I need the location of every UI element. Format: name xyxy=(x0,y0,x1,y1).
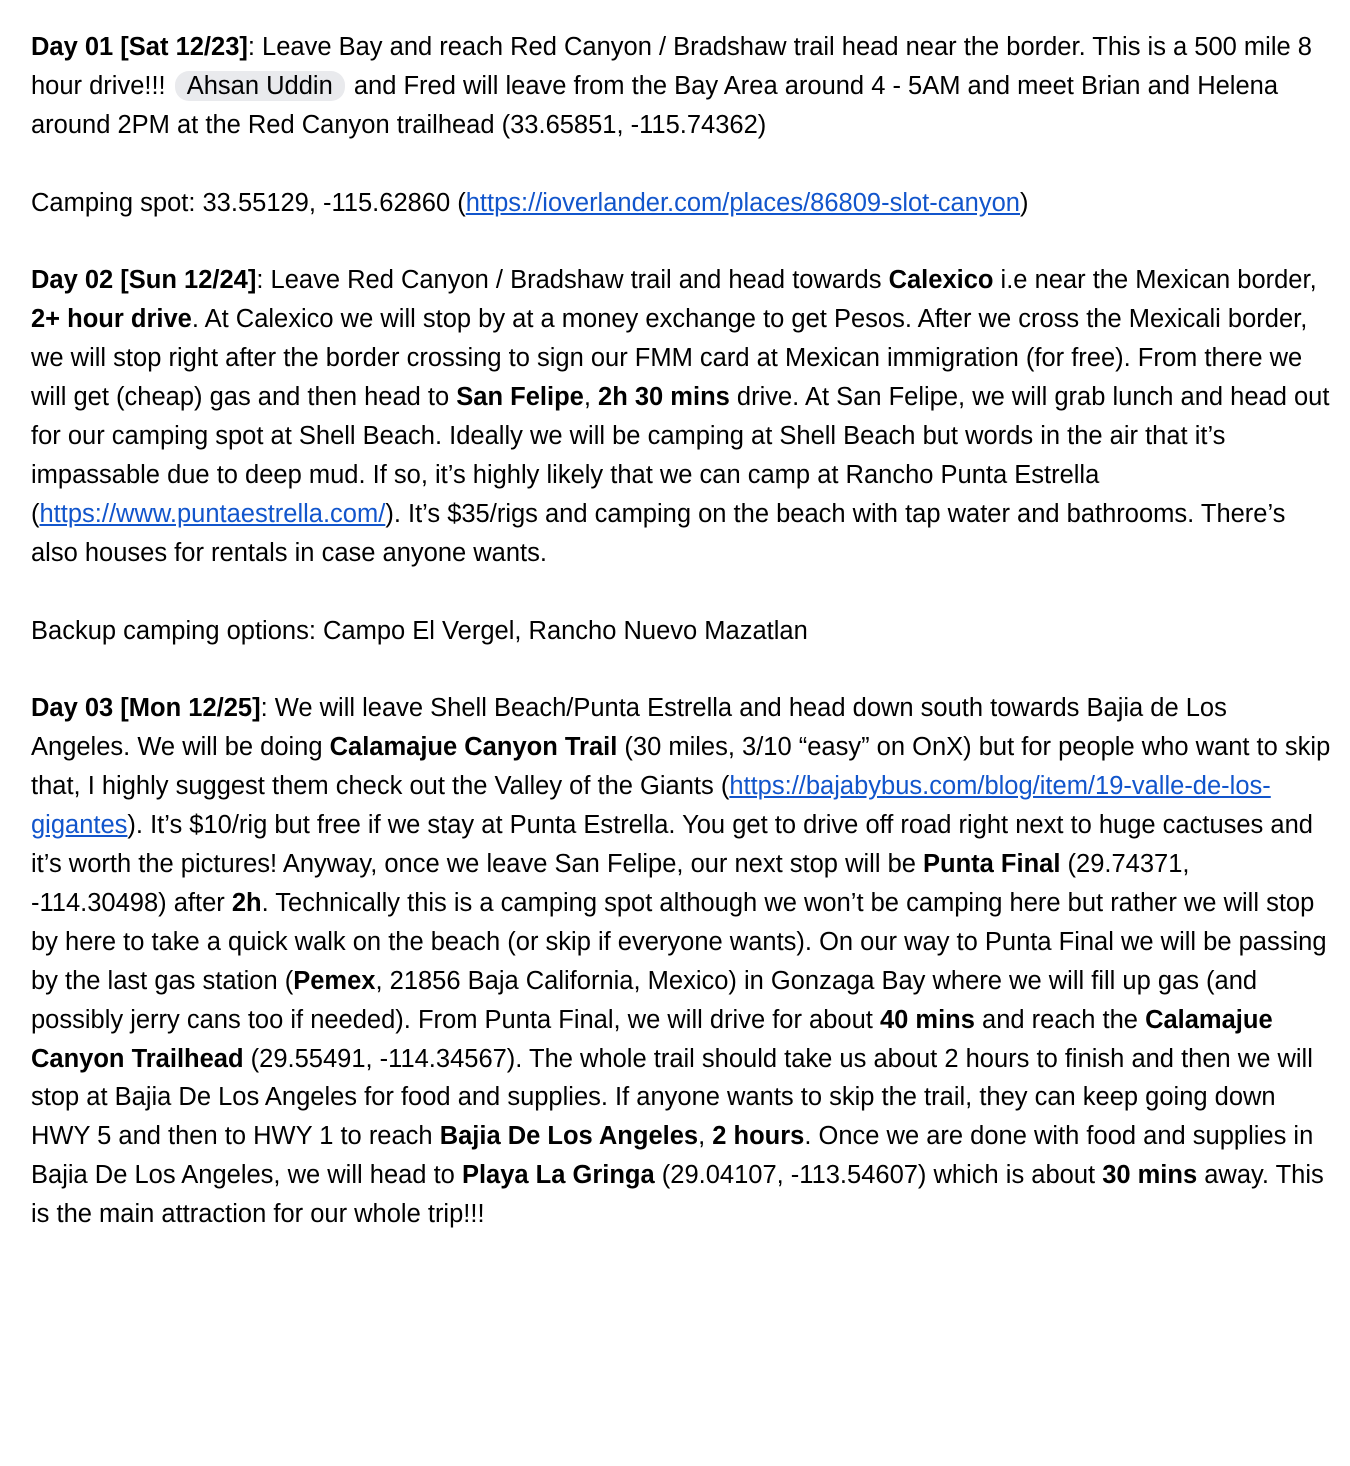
blank-line xyxy=(31,650,1331,689)
blank-line xyxy=(31,223,1331,262)
bajabybus-link[interactable]: https://bajabybus.com/blog/item/19-valle-de-los-gigantes xyxy=(31,772,1271,840)
ioverlander-link[interactable]: https://ioverlander.com/places/86809-slot-canyon xyxy=(465,188,1020,217)
person-mention-chip[interactable]: Ahsan Uddin xyxy=(175,71,345,101)
blank-line xyxy=(31,573,1331,612)
blank-line xyxy=(31,145,1331,184)
day02-label: Day 02 [Sun 12/24] xyxy=(31,266,257,295)
puntaestrella-link[interactable]: https://www.puntaestrella.com/ xyxy=(39,499,386,528)
backup-camping-paragraph: Backup camping options: Campo El Vergel, Rancho Nuevo Mazatlan xyxy=(31,616,808,645)
day01-label: Day 01 [Sat 12/23] xyxy=(31,33,248,61)
document-body xyxy=(31,28,1331,1234)
camping-spot-paragraph: Camping spot: 33.55129, -115.62860 (https://ioverlander.com/places/86809-slot-canyon) xyxy=(31,188,1029,217)
day03-paragraph: Day 03 [Mon 12/25]: We will leave Shell Beach/Punta Estrella and head down south towards Bajia de Los Angeles. We will be doing Calamajue Canyon Trail (30 miles, 3/10 “easy” on OnX) but for people who want to skip that, I highly suggest them check out the Valley of the Giants (https://bajabybus.com/blog/item/19-valle-de-los-gigantes). It’s $10/rig but free if we stay at Punta Estrella. You get to drive off road right next to huge cactuses and it’s worth the pictures! Anyway, once we leave San Felipe, our next stop will be Punta Final (29.74371, -114.30498) after 2h. Technically this is a camping spot although we won’t be camping here but rather we will stop by here to take a quick walk on the beach (or skip if everyone wants). On our way to Punta Final we will be passing by the last gas station (Pemex, 21856 Baja California, Mexico) in Gonzaga Bay where we will fill up gas (and possibly jerry cans too if needed). From Punta Final, we will drive for about 40 mins and reach the Calamajue Canyon Trailhead (29.55491, -114.34567). The whole trail should take us about 2 hours to finish and then we will stop at Bajia De Los Angeles for food and supplies. If anyone wants to skip the trail, they can keep going down HWY 5 and then to HWY 1 to reach Bajia De Los Angeles, 2 hours. Once we are done with food and supplies in Bajia De Los Angeles, we will head to Playa La Gringa (29.04107, -113.54607) which is about 30 mins away. This is the main attraction for our whole trip!!! xyxy=(31,694,1331,1229)
day01-paragraph: Day 01 [Sat 12/23]: Leave Bay and reach Red Canyon / Bradshaw trail head near the border. This is a 500 mile 8 hour drive!!! Ahsan Uddin and Fred will leave from the Bay Area around 4 - 5AM and meet Brian and Helena around 2PM at the Red Canyon trailhead (33.65851, -115.74362) xyxy=(31,33,1312,139)
day03-label: Day 03 [Mon 12/25] xyxy=(31,694,261,723)
day02-paragraph: Day 02 [Sun 12/24]: Leave Red Canyon / Bradshaw trail and head towards Calexico i.e near the Mexican border, 2+ hour drive. At Calexico we will stop by at a money exchange to get Pesos. After we cross the Mexicali border, we will stop right after the border crossing to sign our FMM card at Mexican immigration (for free). From there we will get (cheap) gas and then head to San Felipe, 2h 30 mins drive. At San Felipe, we will grab lunch and head out for our camping spot at Shell Beach. Ideally we will be camping at Shell Beach but words in the air that it’s impassable due to deep mud. If so, it’s highly likely that we can camp at Rancho Punta Estrella (https://www.puntaestrella.com/). It’s $35/rigs and camping on the beach with tap water and bathrooms. There’s also houses for rentals in case anyone wants. xyxy=(31,266,1330,567)
